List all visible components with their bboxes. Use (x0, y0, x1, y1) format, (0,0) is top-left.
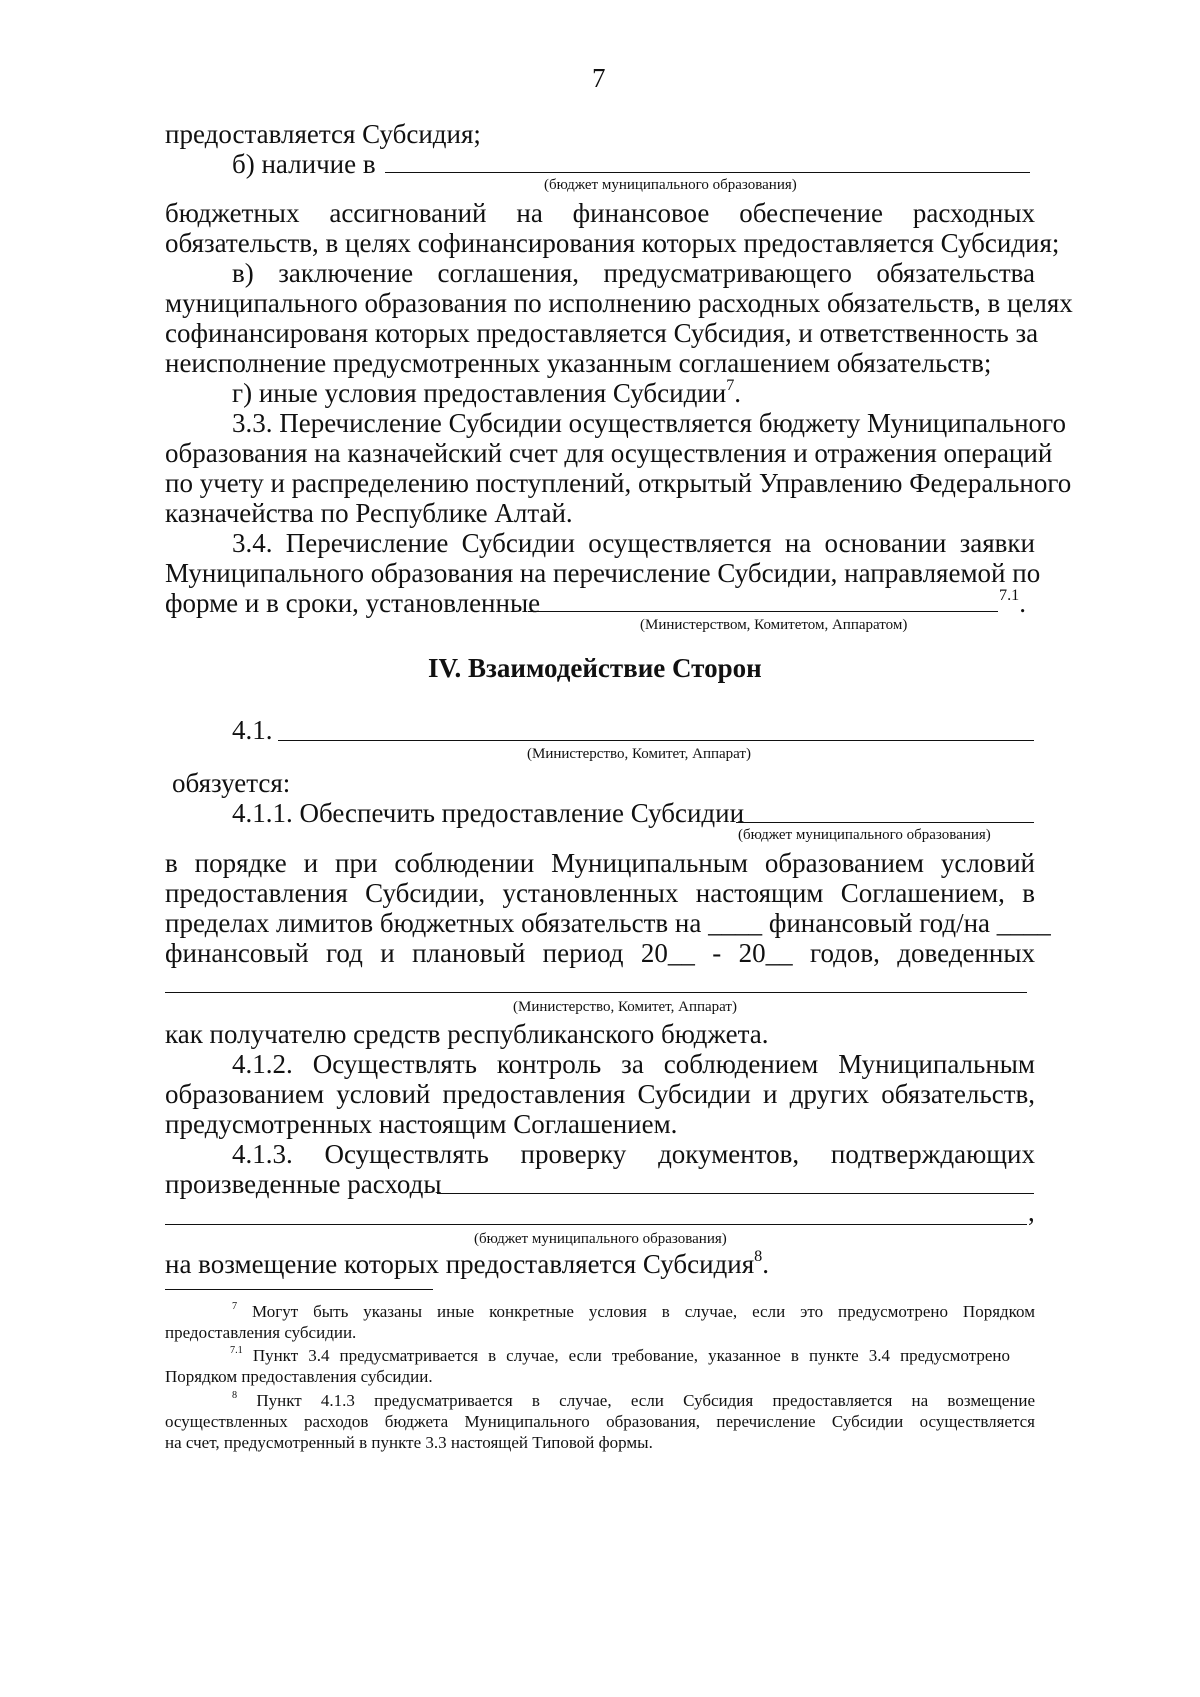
text-line: предоставляется Субсидия; (165, 119, 481, 149)
fill-in-line (736, 822, 1034, 823)
text-line: образованием условий предоставления Субсидии и других обязательств, (165, 1079, 1035, 1109)
text-line (165, 1248, 769, 1280)
text-line: в) заключение соглашения, предусматривающего обязательства (232, 258, 1035, 288)
text-line: муниципального образования по исполнению расходных обязательств, в целях (165, 288, 1073, 318)
text-run: , (1028, 1197, 1035, 1227)
footnote-line (232, 1391, 1035, 1411)
text-line: софинансированя которых предоставляется Субсидия, и ответственность за (165, 318, 1039, 348)
text-line: предоставления Субсидии, установленных настоящим Соглашением, в (165, 878, 1035, 908)
footnote-line (230, 1346, 1010, 1366)
text-line: бюджетных ассигнований на финансовое обеспечение расходных (165, 198, 1035, 228)
page-number: 7 (592, 63, 606, 93)
footnote-text: Пункт 4.1.3 предусматривается в случае, если Субсидия предоставляется на возмещение (256, 1391, 1035, 1410)
text-line: форме и в сроки, установленные (165, 588, 541, 618)
fill-in-line (165, 992, 1027, 993)
text-line: по учету и распределению поступлений, открытый Управлению Федерального (165, 468, 1072, 498)
text-line: произведенные расходы (165, 1169, 442, 1199)
footnote-separator (165, 1289, 433, 1290)
footnote-mark: 8 (232, 1389, 238, 1401)
text-run: . (734, 378, 742, 408)
section-heading: IV. Взаимодействие Сторон (428, 653, 762, 683)
footnote-line: предоставления субсидии. (165, 1323, 357, 1342)
fill-in-line (437, 1193, 1034, 1194)
field-caption: (бюджет муниципального образования) (738, 827, 991, 843)
text-line: 3.3. Перечисление Субсидии осуществляется бюджету Муниципального (232, 408, 1066, 438)
footnote-text: Пункт 3.4 предусматривается в случае, если требование, указанное в пункте 3.4 предусмотрено (252, 1346, 1010, 1365)
text-line: предусмотренных настоящим Соглашением. (165, 1109, 678, 1139)
footnote-ref: 7 (726, 375, 735, 394)
text-line: Муниципального образования на перечисление Субсидии, направляемой по (165, 558, 1041, 588)
text-run: . (762, 1249, 769, 1279)
text-line: 4.1.1. Обеспечить предоставление Субсидии (232, 798, 745, 828)
fill-in-line (278, 740, 1034, 741)
field-caption: (бюджет муниципального образования) (474, 1231, 727, 1247)
text-line: как получателю средств республиканского бюджета. (165, 1019, 769, 1049)
field-caption: (Министерство, Комитет, Аппарат) (513, 999, 737, 1015)
footnote-line (232, 1302, 1035, 1322)
footnote-line: на счет, предусмотренный в пункте 3.3 настоящей Типовой формы. (165, 1433, 653, 1452)
field-caption: (Министерство, Комитет, Аппарат) (527, 746, 751, 762)
text-line: казначейства по Республике Алтай. (165, 498, 573, 528)
text-line (232, 377, 741, 409)
text-line: 4.1. (232, 715, 273, 745)
footnote-line: Порядком предоставления субсидии. (165, 1367, 433, 1386)
text-line: 4.1.3. Осуществлять проверку документов, подтверждающих (232, 1139, 1035, 1169)
text-line: пределах лимитов бюджетных обязательств на ____ финансовый год/на ____ (165, 908, 1051, 938)
text-run: г) иные условия предоставления Субсидии (232, 378, 727, 408)
footnote-mark: 7.1 (230, 1344, 243, 1356)
text-line: б) наличие в (232, 149, 376, 179)
footnote-ref: 8 (754, 1246, 763, 1265)
field-caption: (Министерством, Комитетом, Аппаратом) (640, 617, 908, 633)
text-line: финансовый год и плановый период 20__ - 20__ годов, доведенных (165, 938, 1035, 968)
fill-in-line (385, 172, 1030, 173)
footnote-text: Могут быть указаны иные конкретные условия в случае, если это предусмотрено Порядком (252, 1302, 1035, 1321)
text-line: 4.1.2. Осуществлять контроль за соблюдением Муниципальным (232, 1049, 1035, 1079)
text-line: образования на казначейский счет для осуществления и отражения операций (165, 438, 1053, 468)
text-run: на возмещение которых предоставляется Субсидия (165, 1249, 755, 1279)
text-line: обязуется: (172, 768, 291, 798)
footnote-line: осуществленных расходов бюджета Муниципального образования, перечисление Субсидии осуществляется (165, 1412, 1035, 1431)
footnote-mark: 7 (232, 1300, 238, 1312)
text-line: 3.4. Перечисление Субсидии осуществляется на основании заявки (232, 528, 1035, 558)
fill-in-line (165, 1224, 1027, 1225)
text-line: неисполнение предусмотренных указанным соглашением обязательств; (165, 348, 992, 378)
text-line: в порядке и при соблюдении Муниципальным образованием условий (165, 848, 1035, 878)
text-run: . (1019, 588, 1026, 618)
text-run (999, 587, 1026, 619)
field-caption: (бюджет муниципального образования) (544, 177, 797, 193)
footnote-ref: 7.1 (999, 585, 1020, 604)
fill-in-line (528, 611, 998, 612)
text-line: обязательств, в целях софинансирования которых предоставляется Субсидия; (165, 228, 1060, 258)
